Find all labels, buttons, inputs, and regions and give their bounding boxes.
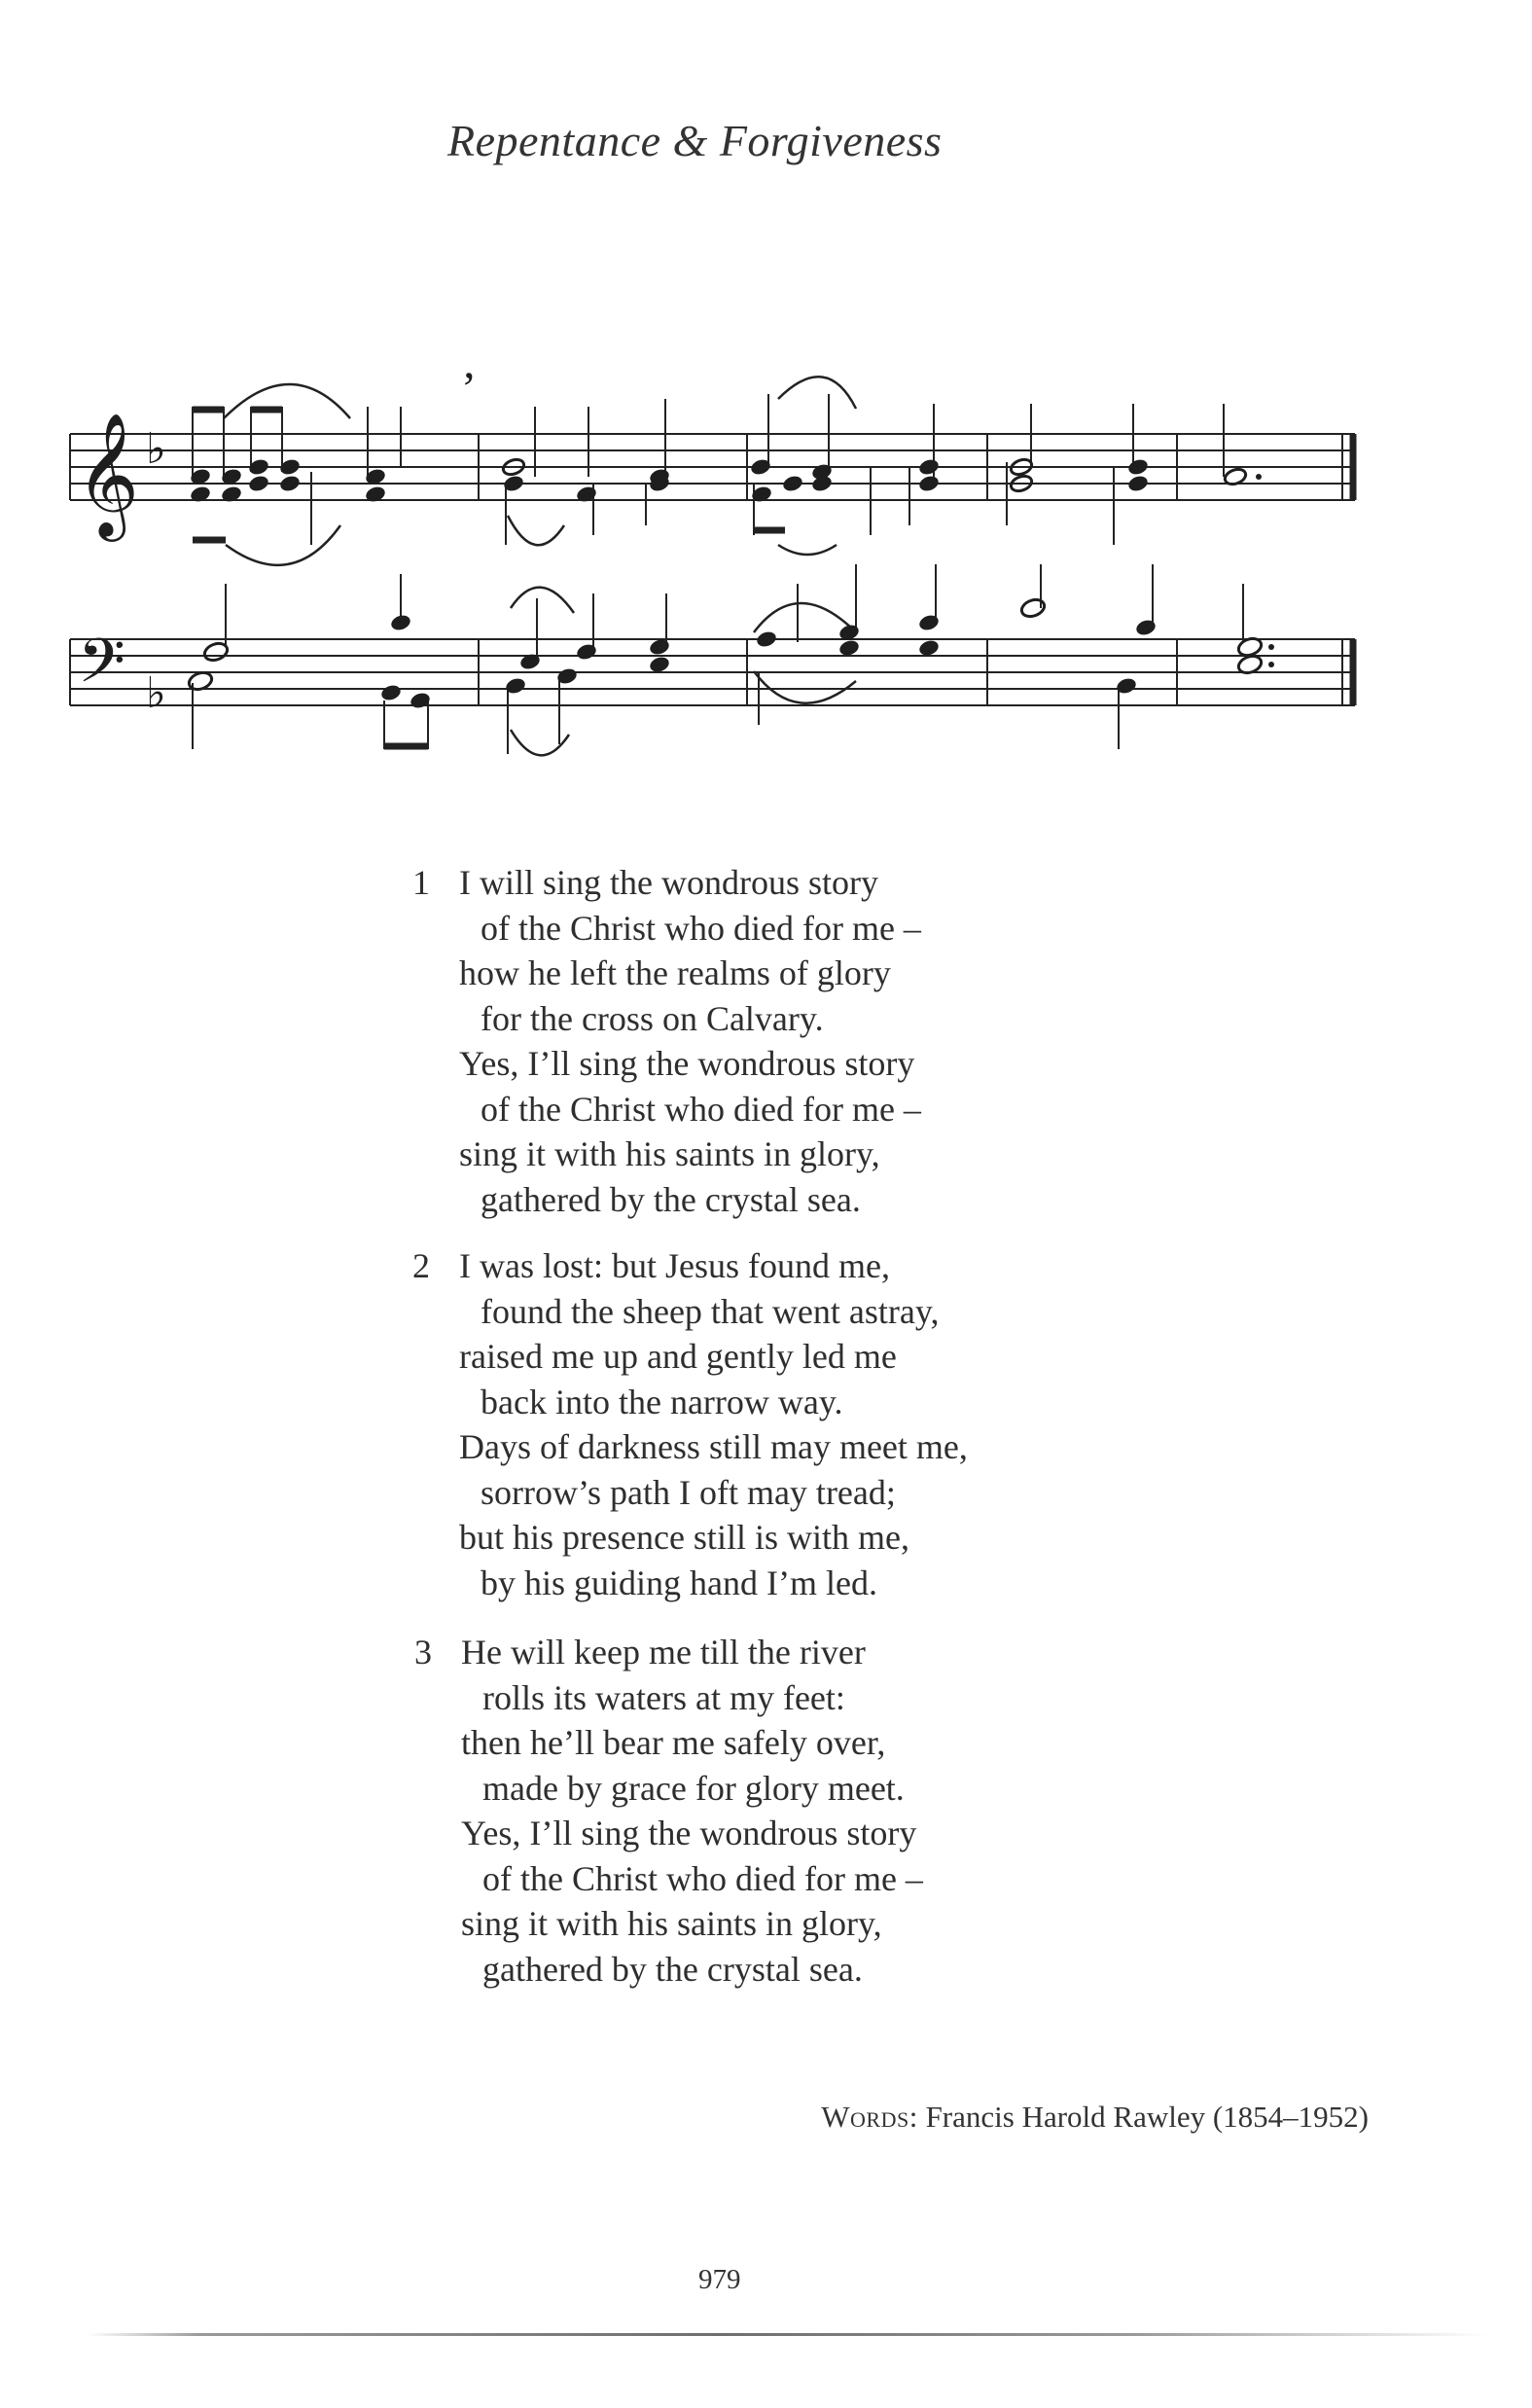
treble-noteheads bbox=[189, 457, 1150, 504]
verse-line: then he’ll bear me safely over, bbox=[461, 1723, 886, 1762]
verse-number: 2 bbox=[412, 1246, 430, 1285]
treble-clef-icon: 𝄞 bbox=[76, 412, 140, 536]
bass-key-signature: ♭ bbox=[146, 668, 166, 718]
verse-line: found the sheep that went astray, bbox=[481, 1291, 940, 1331]
verse-2 bbox=[412, 1243, 968, 1605]
verse-line: raised me up and gently led me bbox=[459, 1337, 897, 1376]
section-title: Repentance & Forgiveness bbox=[447, 116, 943, 165]
verse-line: back into the narrow way. bbox=[481, 1382, 843, 1421]
bass-stems bbox=[193, 564, 1243, 754]
breath-mark: ’ bbox=[461, 363, 477, 414]
words-author: Francis Harold Rawley (1854–1952) bbox=[925, 2100, 1369, 2134]
verse-line: rolls its waters at my feet: bbox=[482, 1677, 845, 1717]
verse-3 bbox=[414, 1630, 923, 1992]
verse-line: of the Christ who died for me – bbox=[481, 1089, 921, 1129]
verse-line: I was lost: but Jesus found me, bbox=[459, 1246, 890, 1285]
bass-noteheads bbox=[379, 613, 1158, 710]
verse-line: of the Christ who died for me – bbox=[481, 908, 921, 948]
bass-half-notes bbox=[187, 596, 1264, 692]
verse-line: sing it with his saints in glory, bbox=[461, 1904, 882, 1943]
verse-line: Yes, I’ll sing the wondrous story bbox=[461, 1814, 917, 1852]
verse-line: sing it with his saints in glory, bbox=[459, 1134, 880, 1173]
verse-line: how he left the realms of glory bbox=[459, 953, 891, 992]
verse-number: 3 bbox=[414, 1633, 432, 1671]
bass-staff bbox=[70, 639, 1355, 705]
words-credit bbox=[821, 2100, 1369, 2135]
verse-line: made by grace for glory meet. bbox=[482, 1768, 905, 1808]
barlines bbox=[70, 434, 1342, 705]
verse-line: I will sing the wondrous story bbox=[459, 863, 878, 902]
verse-line: Days of darkness still may meet me, bbox=[459, 1427, 968, 1466]
verse-line: of the Christ who died for me – bbox=[482, 1858, 923, 1898]
verse-line: gathered by the crystal sea. bbox=[481, 1179, 861, 1219]
music-score bbox=[0, 0, 1532, 798]
treble-key-signature: ♭ bbox=[146, 424, 166, 474]
verse-line: for the cross on Calvary. bbox=[481, 998, 824, 1038]
verse-line: gathered by the crystal sea. bbox=[482, 1949, 863, 1989]
verse-line: but his presence still is with me, bbox=[459, 1518, 909, 1557]
verse-line: by his guiding hand I’m led. bbox=[481, 1563, 877, 1602]
verse-line: He will keep me till the river bbox=[461, 1633, 866, 1671]
words-label: Words: bbox=[821, 2100, 918, 2134]
page-number: 979 bbox=[698, 2264, 741, 2295]
verse-number: 1 bbox=[412, 863, 430, 902]
verse-1 bbox=[412, 860, 921, 1222]
footer-rule bbox=[88, 2333, 1488, 2336]
verse-line: Yes, I’ll sing the wondrous story bbox=[459, 1044, 915, 1083]
bass-clef-icon: 𝄢 bbox=[78, 625, 125, 711]
verse-line: sorrow’s path I oft may tread; bbox=[481, 1472, 896, 1512]
treble-accents bbox=[1256, 474, 1262, 480]
